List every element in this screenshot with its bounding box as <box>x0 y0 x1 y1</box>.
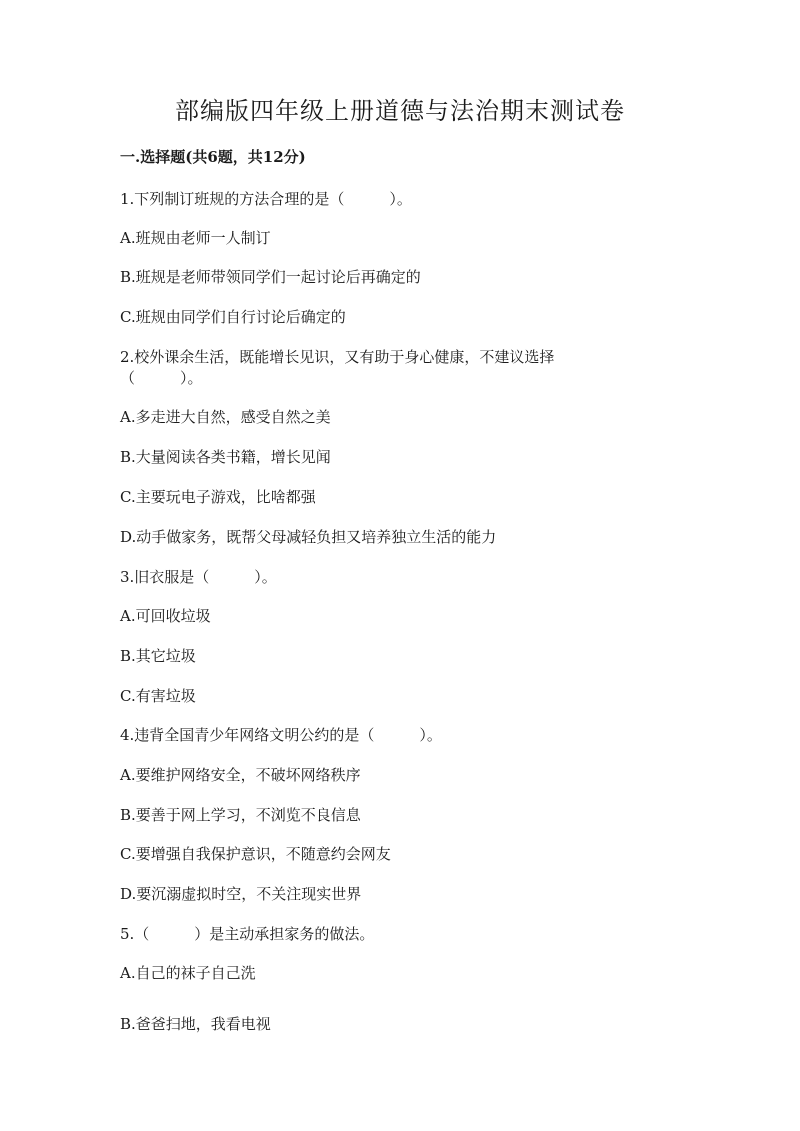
question-4-option-a: A.要维护网络安全，不破坏网络秩序 <box>120 766 361 784</box>
question-5-stem: 5.（ ）是主动承担家务的做法。 <box>120 925 375 943</box>
question-1-stem: 1.下列制订班规的方法合理的是（ ）。 <box>120 190 412 208</box>
question-2-option-a: A.多走进大自然，感受自然之美 <box>120 408 331 426</box>
question-2-stem-line-2: （ ）。 <box>120 369 203 387</box>
question-5-option-a: A.自己的袜子自己洗 <box>120 964 256 982</box>
page-title: 部编版四年级上册道德与法治期末测试卷 <box>175 97 625 125</box>
question-4-option-c: C.要增强自我保护意识，不随意约会网友 <box>120 845 391 863</box>
question-3-stem: 3.旧衣服是（ ）。 <box>120 568 277 586</box>
question-5-option-b: B.爸爸扫地，我看电视 <box>120 1015 271 1033</box>
question-3-option-a: A.可回收垃圾 <box>120 607 211 625</box>
question-2-option-c: C.主要玩电子游戏，比啥都强 <box>120 488 316 506</box>
question-3-option-b: B.其它垃圾 <box>120 647 196 665</box>
question-3-option-c: C.有害垃圾 <box>120 687 196 705</box>
question-4-option-d: D.要沉溺虚拟时空，不关注现实世界 <box>120 885 362 903</box>
question-1-option-b: B.班规是老师带领同学们一起讨论后再确定的 <box>120 268 421 286</box>
question-4-stem: 4.违背全国青少年网络文明公约的是（ ）。 <box>120 726 442 744</box>
question-2-option-d: D.动手做家务，既帮父母减轻负担又培养独立生活的能力 <box>120 528 497 546</box>
question-2-option-b: B.大量阅读各类书籍，增长见闻 <box>120 448 331 466</box>
question-1-option-c: C.班规由同学们自行讨论后确定的 <box>120 308 346 326</box>
section-heading: 一.选择题(共6题，共12分) <box>120 148 306 166</box>
question-1-option-a: A.班规由老师一人制订 <box>120 229 271 247</box>
question-4-option-b: B.要善于网上学习，不浏览不良信息 <box>120 806 361 824</box>
question-2-stem-line-1: 2.校外课余生活，既能增长见识，又有助于身心健康，不建议选择 <box>120 348 555 366</box>
